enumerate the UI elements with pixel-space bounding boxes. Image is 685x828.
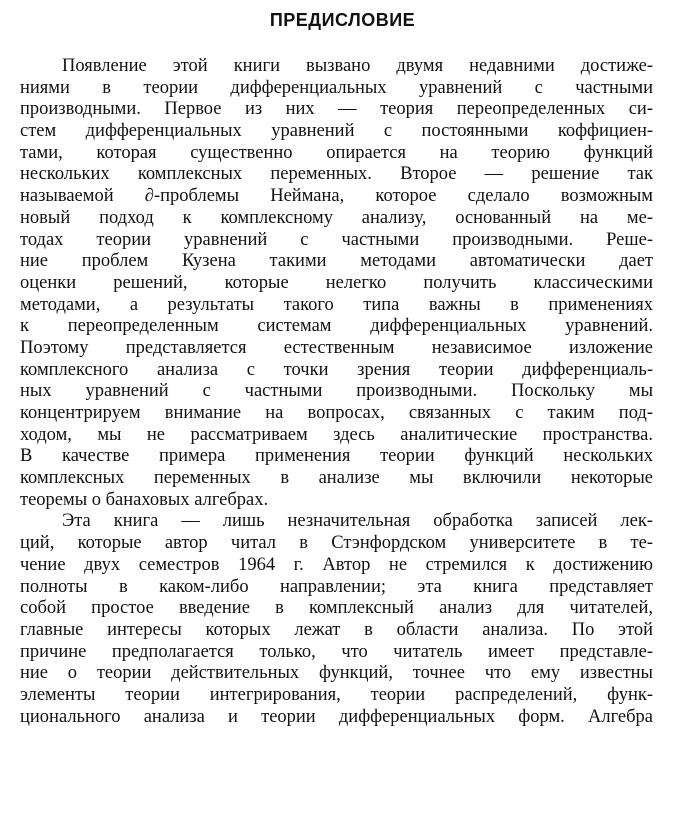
text-line: новый подход к комплексному анализу, основанный на ме- bbox=[20, 207, 653, 228]
text-line: ных уравнений с частными производными. Поскольку мы bbox=[20, 381, 653, 402]
text-line: тами, которая существенно опирается на теорию функций bbox=[20, 142, 653, 163]
text-line: элементы теории интегрирования, теории распределений, функ- bbox=[20, 684, 653, 705]
text-line: В качестве примера применения теории функций нескольких bbox=[20, 446, 653, 467]
page-title: ПРЕДИСЛОВИЕ bbox=[269, 10, 416, 30]
text-line: собой простое введение в комплексный анализ для читателей, bbox=[20, 598, 653, 619]
text-line: чение двух семестров 1964 г. Автор не стремился к достижению bbox=[20, 554, 653, 575]
body-text bbox=[20, 56, 653, 728]
text-line: нескольких комплексных переменных. Второе — решение так bbox=[20, 164, 653, 185]
text-line: полноты в каком-либо направлении; эта книга представляет bbox=[20, 576, 653, 597]
text-line: ние о теории действительных функций, точнее что ему известны bbox=[20, 663, 653, 684]
text-line: комплексных переменных в анализе мы включили некоторые bbox=[20, 468, 653, 489]
text-line: оценки решений, которые нелегко получить классическими bbox=[20, 272, 653, 293]
text-line: ние проблем Кузена такими методами автоматически дает bbox=[20, 251, 653, 272]
text-line: ций, которые автор читал в Стэнфордском университете в те- bbox=[20, 533, 653, 554]
text-line: к переопределенным системам дифференциальных уравнений. bbox=[20, 316, 653, 337]
text-line: называемой ∂-проблемы Неймана, которое сделало возможным bbox=[20, 186, 653, 207]
paragraph-2 bbox=[20, 511, 653, 728]
text-line: комплексного анализа с точки зрения теории дифференциаль- bbox=[20, 359, 653, 380]
text-line: теоремы о банаховых алгебрах. bbox=[20, 489, 269, 510]
text-line: ционального анализа и теории дифференциальных форм. Алгебра bbox=[20, 706, 653, 727]
text-line: главные интересы которых лежат в области анализа. По этой bbox=[20, 619, 653, 640]
text-line: методами, а результаты такого типа важны в применениях bbox=[20, 294, 653, 315]
text-line: концентрируем внимание на вопросах, связанных с таким под- bbox=[20, 403, 653, 423]
text-line: Поэтому представляется естественным независимое изложение bbox=[20, 337, 653, 358]
paragraph-1 bbox=[20, 56, 653, 511]
text-line: причине предполагается только, что читатель имеет представле- bbox=[20, 641, 653, 662]
text-line: Эта книга — лишь незначительная обработка записей лек- bbox=[62, 511, 653, 532]
text-line: ниями в теории дифференциальных уравнений с частными bbox=[20, 77, 653, 98]
text-line: Появление этой книги вызвано двумя недавними достиже- bbox=[62, 56, 653, 76]
text-line: тодах теории уравнений с частными производными. Реше- bbox=[20, 229, 653, 250]
text-line: стем дифференциальных уравнений с постоянными коффициен- bbox=[20, 121, 653, 142]
text-line: производными. Первое из них — теория переопределенных си- bbox=[20, 99, 653, 120]
text-line: ходом, мы не рассматриваем здесь аналитические пространства. bbox=[20, 424, 653, 445]
